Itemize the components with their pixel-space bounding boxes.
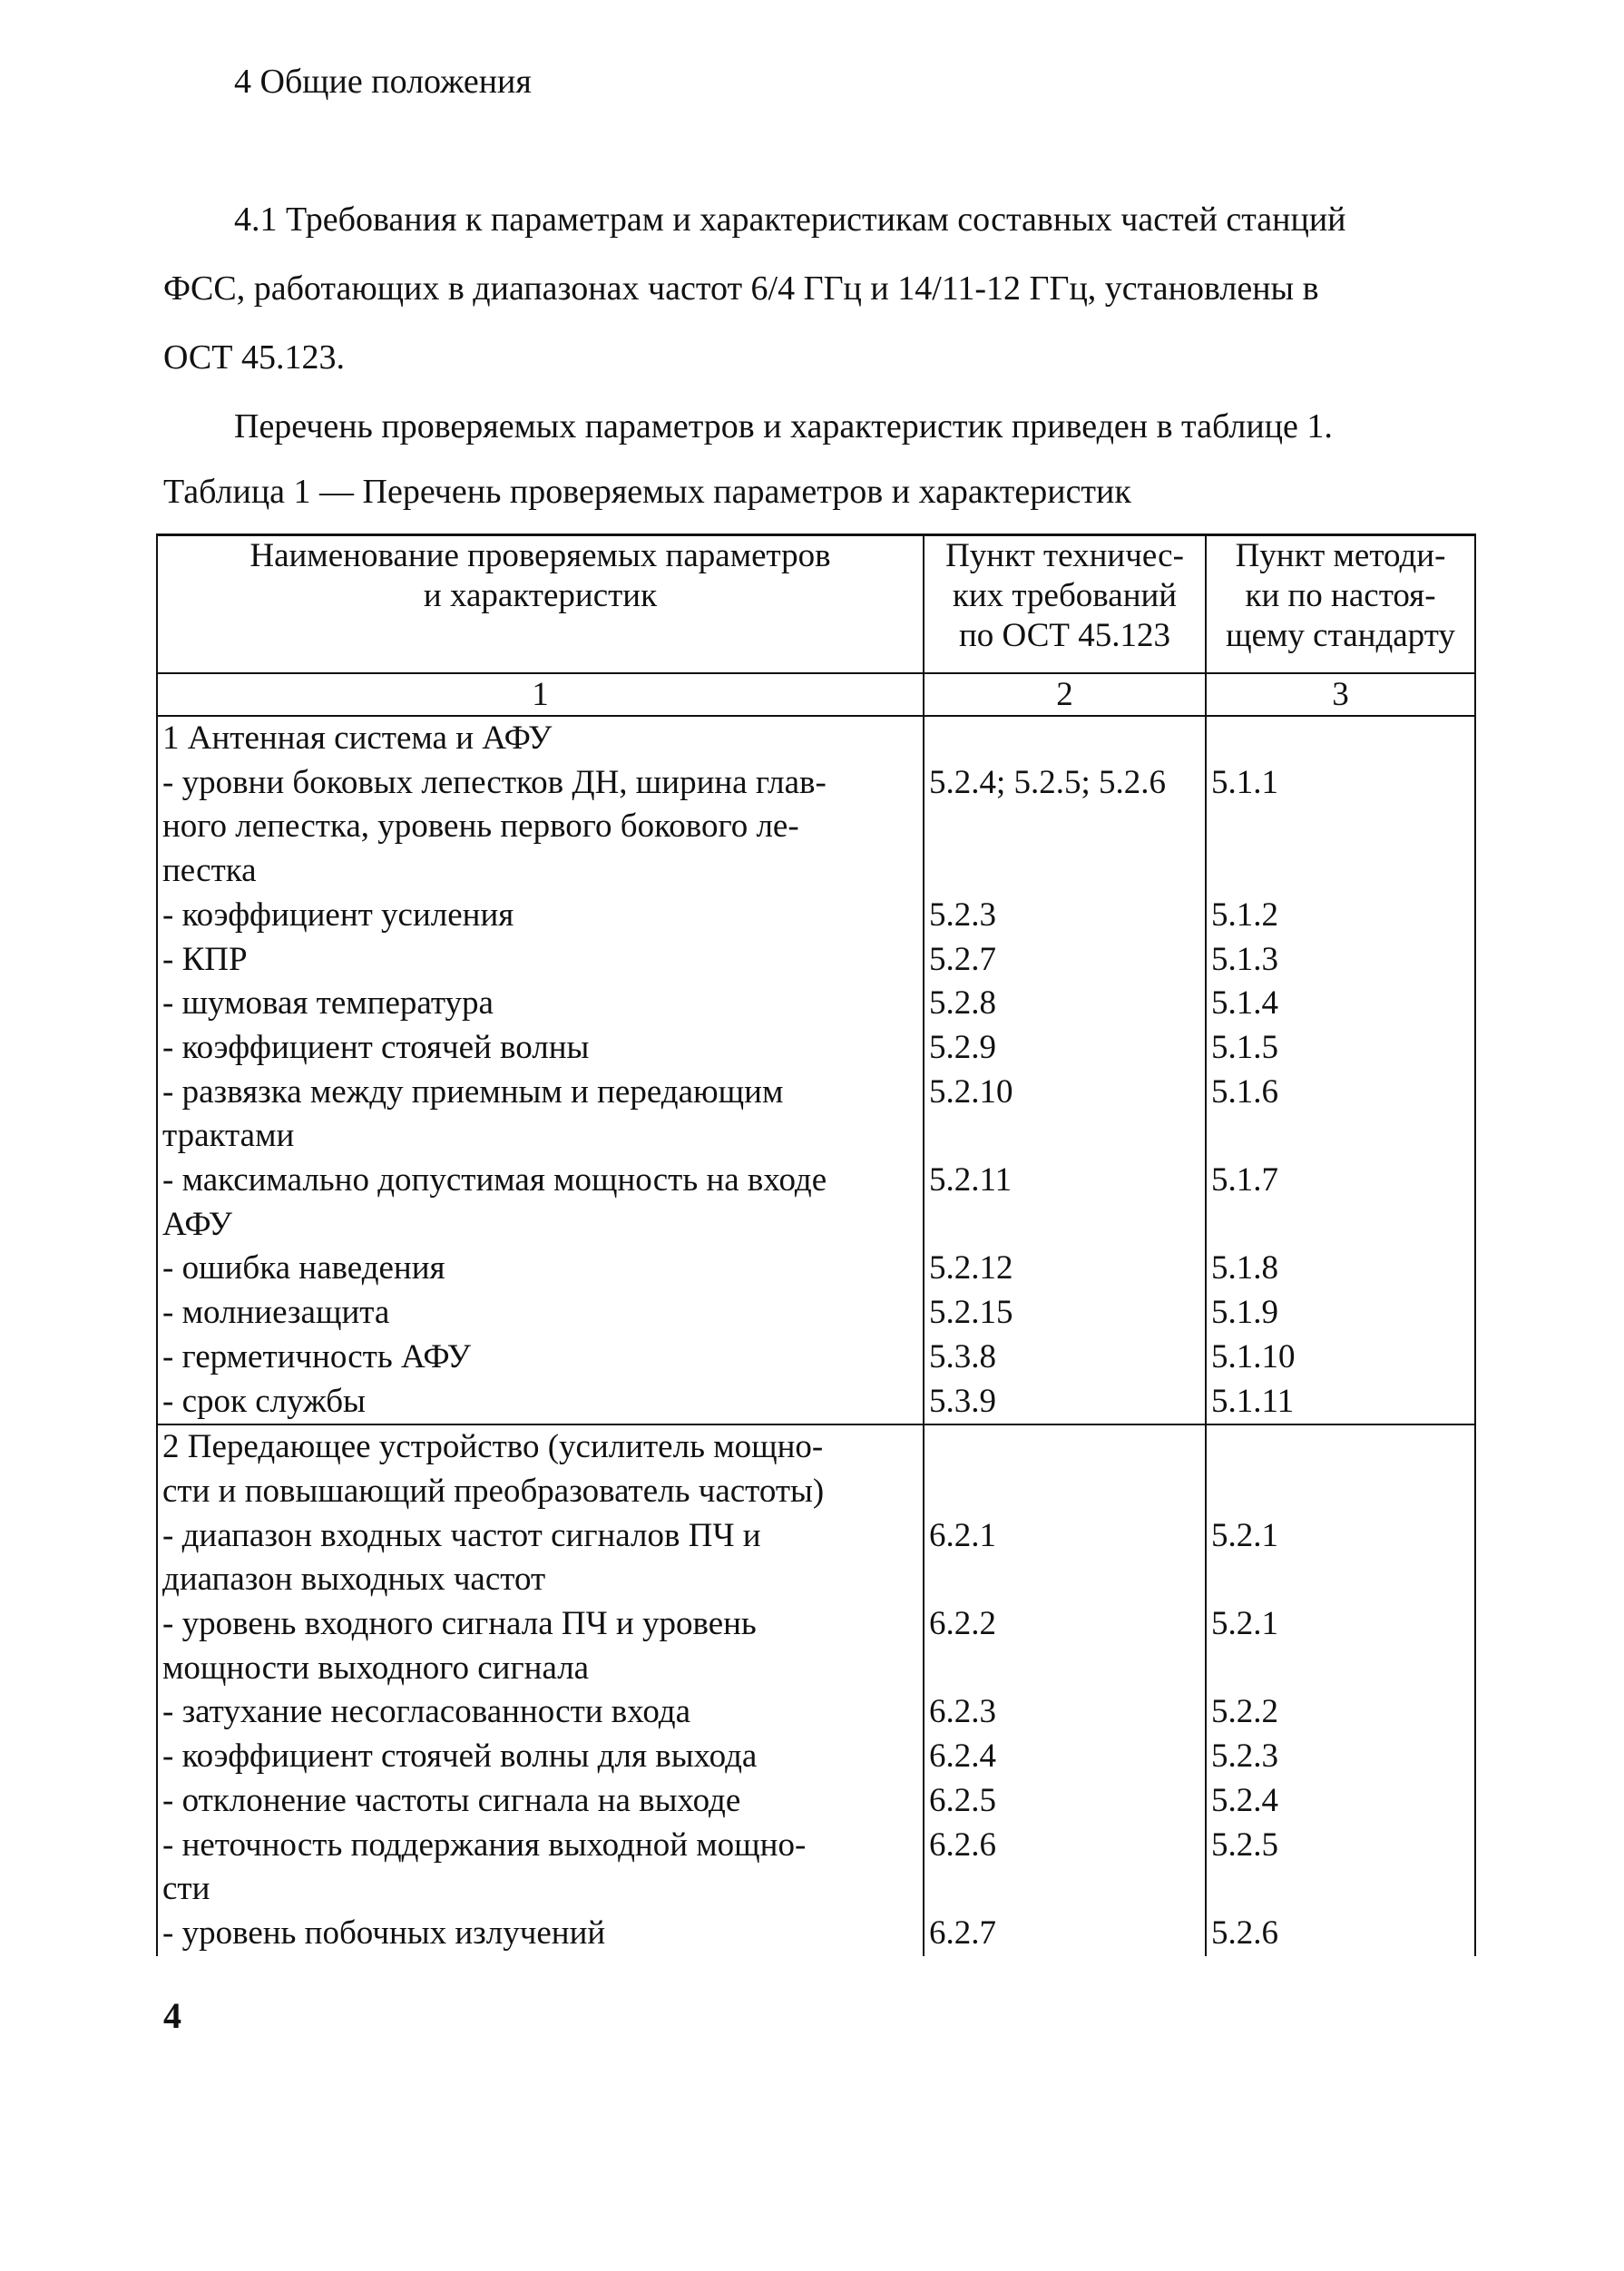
method-clause-cell [1206,1558,1475,1602]
table-row [157,1424,1475,1470]
tech-requirement-cell: 5.2.3 [924,894,1206,938]
table-row [157,1647,1475,1691]
table-row [157,1380,1475,1425]
table-row [157,982,1475,1026]
header-col2-line1: Пункт техничес- [945,537,1184,574]
header-method-clause [1206,535,1475,674]
tech-requirement-cell [924,1647,1206,1691]
method-clause-cell: 5.1.10 [1206,1336,1475,1380]
header-tech-requirements [924,535,1206,674]
tech-requirement-cell: 5.2.12 [924,1247,1206,1291]
table-row [157,1779,1475,1824]
parameter-name-cell: - срок службы [157,1380,924,1425]
parameter-name-cell: - молниезащита [157,1291,924,1336]
tech-requirement-cell: 5.2.10 [924,1071,1206,1115]
tech-requirement-cell: 6.2.1 [924,1514,1206,1559]
method-clause-cell: 5.1.7 [1206,1159,1475,1203]
table-row [157,1602,1475,1647]
table-row [157,716,1475,761]
header-col3-line3: щему стандарту [1226,617,1455,654]
paragraph-4-1-line-1: 4.1 Требования к параметрам и характеристикам составных частей станций [234,201,1346,239]
table-row [157,894,1475,938]
paragraph-4-1-line-2: ФСС, работающих в диапазонах частот 6/4 ГГц и 14/11-12 ГГц, установлены в [163,269,1319,308]
method-clause-cell [1206,1470,1475,1514]
parameter-name-cell: - диапазон входных частот сигналов ПЧ и [157,1514,924,1559]
table-row [157,1291,1475,1336]
parameter-name-cell: - уровень входного сигнала ПЧ и уровень [157,1602,924,1647]
table-row [157,1071,1475,1115]
parameter-name-cell: - неточность поддержания выходной мощно- [157,1824,924,1868]
method-clause-cell: 5.1.5 [1206,1026,1475,1071]
tech-requirement-cell [924,1558,1206,1602]
table-row [157,938,1475,983]
column-number-2: 2 [924,673,1206,716]
table-row [157,1470,1475,1514]
method-clause-cell: 5.2.4 [1206,1779,1475,1824]
tech-requirement-cell: 5.3.8 [924,1336,1206,1380]
method-clause-cell: 5.1.8 [1206,1247,1475,1291]
tech-requirement-cell: 5.3.9 [924,1380,1206,1425]
table-row [157,1735,1475,1779]
method-clause-cell [1206,1203,1475,1248]
method-clause-cell [1206,716,1475,761]
method-clause-cell: 5.1.2 [1206,894,1475,938]
parameter-name-cell: мощности выходного сигнала [157,1647,924,1691]
table-row [157,1114,1475,1159]
parameter-name-cell: трактами [157,1114,924,1159]
tech-requirement-cell [924,1424,1206,1470]
parameter-name-cell: - коэффициент стоячей волны для выхода [157,1735,924,1779]
tech-requirement-cell: 6.2.3 [924,1690,1206,1735]
column-number-row [157,673,1475,716]
table-row [157,1026,1475,1071]
method-clause-cell [1206,1867,1475,1912]
parameter-name-cell: сти и повышающий преобразователь частоты) [157,1470,924,1514]
parameter-name-cell: - уровень побочных излучений [157,1912,924,1956]
tech-requirement-cell: 5.2.11 [924,1159,1206,1203]
table-row [157,1203,1475,1248]
parameter-name-cell: - герметичность АФУ [157,1336,924,1380]
method-clause-cell: 5.2.2 [1206,1690,1475,1735]
parameter-name-cell: - коэффициент усиления [157,894,924,938]
parameter-name-cell: ного лепестка, уровень первого бокового ле- [157,805,924,849]
method-clause-cell: 5.2.1 [1206,1514,1475,1559]
table-row [157,1514,1475,1559]
paragraph-4-1-line-3: ОСТ 45.123. [163,338,345,377]
header-col2-line3: по ОСТ 45.123 [958,617,1170,654]
method-clause-cell: 5.1.3 [1206,938,1475,983]
table-row [157,1159,1475,1203]
method-clause-cell [1206,1114,1475,1159]
parameters-table [156,533,1476,1956]
table-row [157,1690,1475,1735]
method-clause-cell: 5.2.1 [1206,1602,1475,1647]
paragraph-list: Перечень проверяемых параметров и характеристик приведен в таблице 1. [234,407,1333,445]
table-row [157,1867,1475,1912]
tech-requirement-cell: 5.2.9 [924,1026,1206,1071]
parameter-name-cell: пестка [157,849,924,894]
tech-requirement-cell: 5.2.8 [924,982,1206,1026]
tech-requirement-cell: 6.2.4 [924,1735,1206,1779]
tech-requirement-cell: 6.2.7 [924,1912,1206,1956]
header-col1-line1: Наименование проверяемых параметров [249,537,831,574]
parameter-name-cell: - уровни боковых лепестков ДН, ширина глав- [157,761,924,806]
method-clause-cell: 5.1.6 [1206,1071,1475,1115]
tech-requirement-cell [924,716,1206,761]
tech-requirement-cell: 5.2.4; 5.2.5; 5.2.6 [924,761,1206,806]
table-caption: Таблица 1 — Перечень проверяемых параметров и характеристик [163,473,1131,511]
method-clause-cell: 5.2.6 [1206,1912,1475,1956]
method-clause-cell [1206,1424,1475,1470]
table-row [157,1336,1475,1380]
method-clause-cell: 5.1.11 [1206,1380,1475,1425]
tech-requirement-cell [924,805,1206,849]
header-parameter-name [157,535,924,674]
header-col1-line2: и характеристик [423,577,658,614]
tech-requirement-cell: 5.2.7 [924,938,1206,983]
table-row [157,849,1475,894]
section-heading: 4 Общие положения [234,63,532,101]
column-number-3: 3 [1206,673,1475,716]
parameter-name-cell: - развязка между приемным и передающим [157,1071,924,1115]
method-clause-cell [1206,1647,1475,1691]
tech-requirement-cell: 5.2.15 [924,1291,1206,1336]
header-col3-line2: ки по настоя- [1245,577,1436,614]
table-row [157,761,1475,806]
tech-requirement-cell: 6.2.6 [924,1824,1206,1868]
header-col2-line2: ких требований [952,577,1178,614]
table-row [157,1247,1475,1291]
parameter-name-cell: - ошибка наведения [157,1247,924,1291]
tech-requirement-cell: 6.2.2 [924,1602,1206,1647]
table-section-transmitter [157,1424,1475,1955]
method-clause-cell: 5.1.1 [1206,761,1475,806]
page-number: 4 [163,1995,181,2036]
parameter-name-cell: сти [157,1867,924,1912]
parameter-name-cell: - шумовая температура [157,982,924,1026]
parameter-name-cell: АФУ [157,1203,924,1248]
parameter-name-cell: - коэффициент стоячей волны [157,1026,924,1071]
table-row [157,1558,1475,1602]
method-clause-cell [1206,849,1475,894]
parameter-name-cell: - затухание несогласованности входа [157,1690,924,1735]
table-header-row [157,535,1475,674]
tech-requirement-cell: 6.2.5 [924,1779,1206,1824]
tech-requirement-cell [924,1203,1206,1248]
method-clause-cell: 5.2.5 [1206,1824,1475,1868]
parameter-name-cell: 2 Передающее устройство (усилитель мощно- [157,1424,924,1470]
tech-requirement-cell [924,849,1206,894]
column-number-1: 1 [157,673,924,716]
parameter-name-cell: диапазон выходных частот [157,1558,924,1602]
parameter-name-cell: - отклонение частоты сигнала на выходе [157,1779,924,1824]
table-row [157,805,1475,849]
parameter-name-cell: - КПР [157,938,924,983]
tech-requirement-cell [924,1470,1206,1514]
tech-requirement-cell [924,1114,1206,1159]
header-col3-line1: Пункт методи- [1235,537,1446,574]
tech-requirement-cell [924,1867,1206,1912]
parameter-name-cell: 1 Антенная система и АФУ [157,716,924,761]
table-header [157,535,1475,717]
method-clause-cell: 5.1.9 [1206,1291,1475,1336]
table-section-antenna [157,716,1475,1424]
method-clause-cell: 5.2.3 [1206,1735,1475,1779]
method-clause-cell [1206,805,1475,849]
table-row [157,1824,1475,1868]
method-clause-cell: 5.1.4 [1206,982,1475,1026]
parameter-name-cell: - максимально допустимая мощность на входе [157,1159,924,1203]
table-row [157,1912,1475,1956]
